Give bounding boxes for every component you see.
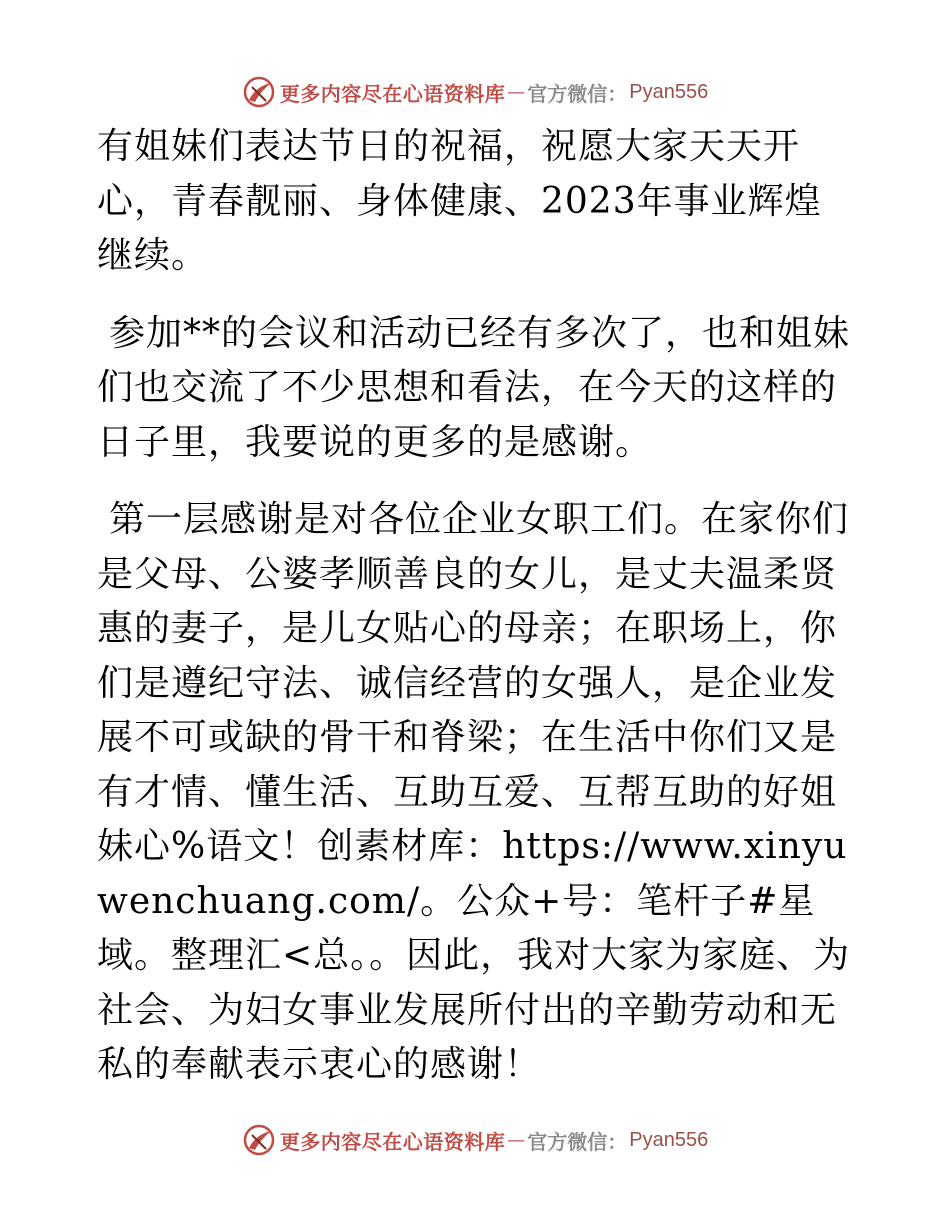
brand-text: 更多内容尽在心语资料库 (279, 1129, 506, 1154)
paragraph-3: 第一层感谢是对各位企业女职工们。在家你们是父母、公婆孝顺善良的女儿，是丈夫温柔贤惠的妻子，是儿女贴心的母亲；在职场上，你们是遵纪守法、诚信经营的女强人，是企业发展不可或缺的骨干和脊梁；在生活中你们又是有才情、懂生活、互助互爱、互帮互助的好姐妹心%语文！创素材库：https://www.xinyuwenchuang.com/。公众+号：笔杆子#星域。整理汇<总。。因此，我对大家为家庭、为社会、为妇女事业发展所付出的辛勤劳动和无私的奉献表示衷心的感谢！ (97, 499, 851, 1085)
wechat-label: 官方微信： (527, 1129, 628, 1154)
brand-logo-icon (242, 75, 276, 109)
brand-logo-icon (242, 1123, 276, 1157)
brand-text: 更多内容尽在心语资料库 (279, 81, 506, 106)
paragraph-2: 参加**的会议和活动已经有多次了，也和姐妹们也交流了不少思想和看法，在今天的这样的日子里，我要说的更多的是感谢。 (97, 312, 851, 463)
footer-watermark (0, 1120, 950, 1160)
wechat-label: 官方微信： (527, 81, 628, 106)
document-body (97, 120, 857, 1116)
header-watermark (0, 72, 950, 112)
paragraph-1: 有姐妹们表达节日的祝福，祝愿大家天天开心，青春靓丽、身体健康、2023年事业辉煌继续。 (97, 126, 822, 276)
wechat-id: Pyan556 (629, 1128, 709, 1151)
separator-dash: — (507, 81, 526, 103)
separator-dash: — (507, 1129, 526, 1151)
wechat-id: Pyan556 (629, 80, 709, 103)
